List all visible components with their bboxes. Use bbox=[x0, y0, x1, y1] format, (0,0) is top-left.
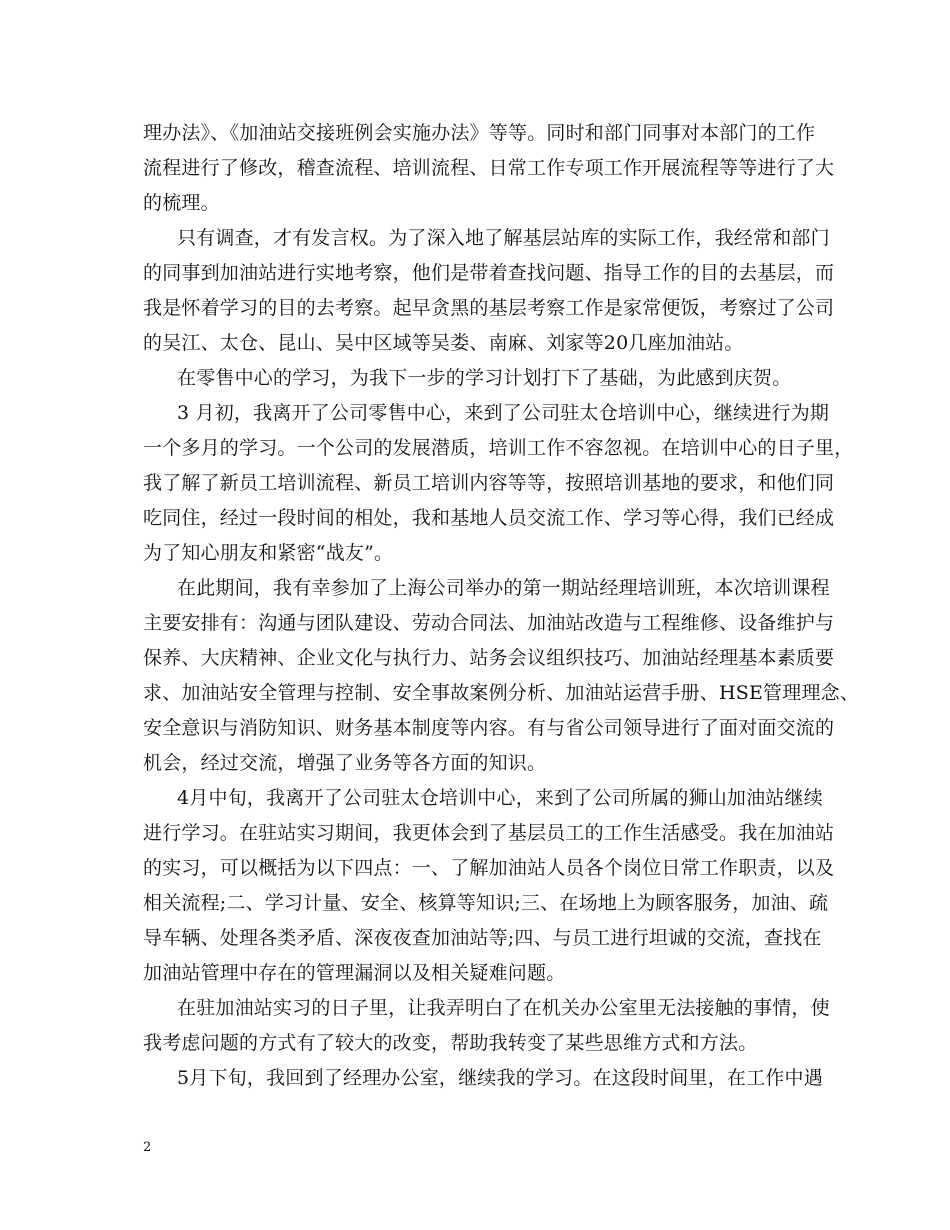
text-line: 我是怀着学习的目的去考察。起早贪黑的基层考察工作是家常便饭，考察过了公司 bbox=[143, 297, 835, 319]
text-line: 的同事到加油站进行实地考察，他们是带着查找问题、指导工作的目的去基层，而 bbox=[143, 262, 835, 284]
body-text bbox=[143, 116, 860, 1096]
paragraph-first-line: 3 月初，我离开了公司零售中心，来到了公司驻太仓培训中心，继续进行为期 bbox=[177, 402, 830, 424]
text-line: 导车辆、处理各类矛盾、深夜夜查加油站等;四、与员工进行坦诚的交流，查找在 bbox=[143, 927, 822, 949]
text-line: 的吴江、太仓、昆山、吴中区域等吴娄、南麻、刘家等20几座加油站。 bbox=[143, 332, 744, 354]
text-line: 的梳理。 bbox=[143, 192, 220, 214]
text-line: 进行学习。在驻站实习期间，我更体会到了基层员工的工作生活感受。我在加油站 bbox=[143, 822, 835, 844]
text-line: 安全意识与消防知识、财务基本制度等内容。有与省公司领导进行了面对面交流的 bbox=[143, 717, 835, 739]
text-line: 加油站管理中存在的管理漏洞以及相关疑难问题。 bbox=[143, 962, 566, 984]
text-line: 的实习，可以概括为以下四点：一、了解加油站人员各个岗位日常工作职责，以及 bbox=[143, 857, 835, 879]
text-line: 相关流程;二、学习计量、安全、核算等知识;三、在场地上为顾客服务，加油、疏 bbox=[143, 892, 829, 914]
paragraph-first-line: 在零售中心的学习，为我下一步的学习计划打下了基础，为此感到庆贺。 bbox=[177, 367, 792, 389]
text-line: 一个多月的学习。一个公司的发展潜质，培训工作不容忽视。在培训中心的日子里， bbox=[143, 437, 854, 459]
text-line: 主要安排有：沟通与团队建设、劳动合同法、加油站改造与工程维修、设备维护与 bbox=[143, 612, 835, 634]
text-line: 保养、大庆精神、企业文化与执行力、站务会议组织技巧、加油站经理基本素质要 bbox=[143, 647, 835, 669]
text-line: 为了知心朋友和紧密“战友”。 bbox=[143, 542, 394, 564]
paragraph-first-line: 5月下旬，我回到了经理办公室，继续我的学习。在这段时间里，在工作中遇 bbox=[177, 1067, 823, 1089]
text-line: 机会，经过交流，增强了业务等各方面的知识。 bbox=[143, 752, 547, 774]
text-line: 我考虑问题的方式有了较大的改变，帮助我转变了某些思维方式和方法。 bbox=[143, 1032, 758, 1054]
text-line: 吃同住，经过一段时间的相处，我和基地人员交流工作、学习等心得，我们已经成 bbox=[143, 507, 835, 529]
paragraph-first-line: 4月中旬，我离开了公司驻太仓培训中心，来到了公司所属的狮山加油站继续 bbox=[177, 787, 823, 809]
text-line: 理办法》、《加油站交接班例会实施办法》等等。同时和部门同事对本部门的工作 bbox=[143, 122, 816, 144]
page-number: 2 bbox=[143, 1140, 152, 1155]
text-line: 流程进行了修改，稽查流程、培训流程、日常工作专项工作开展流程等等进行了大 bbox=[143, 157, 835, 179]
text-line: 求、加油站安全管理与控制、安全事故案例分析、加油站运营手册、HSE管理理念、 bbox=[143, 682, 860, 704]
paragraph-first-line: 在驻加油站实习的日子里，让我弄明白了在机关办公室里无法接触的事情，使 bbox=[177, 997, 830, 1019]
text-line: 我了解了新员工培训流程、新员工培训内容等等，按照培训基地的要求，和他们同 bbox=[143, 472, 835, 494]
paragraph-first-line: 在此期间，我有幸参加了上海公司举办的第一期站经理培训班，本次培训课程 bbox=[177, 577, 830, 599]
paragraph-first-line: 只有调查，才有发言权。为了深入地了解基层站库的实际工作，我经常和部门 bbox=[177, 227, 830, 249]
